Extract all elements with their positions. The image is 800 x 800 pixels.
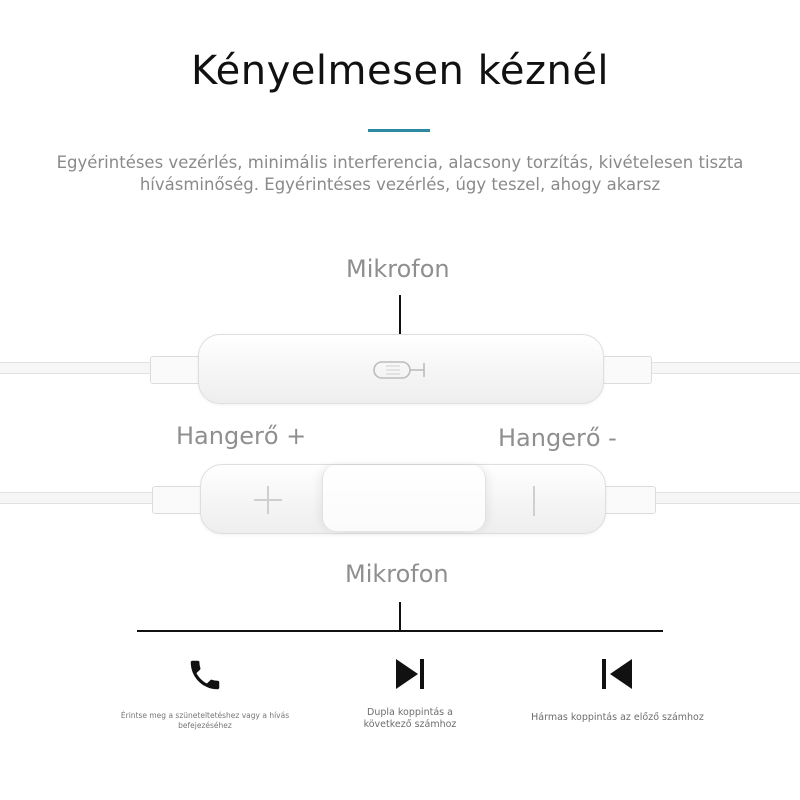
mic-label-bottom: Mikrofon — [345, 560, 449, 588]
cable-left-top — [0, 362, 156, 374]
cable-collar-right-bottom — [602, 486, 656, 514]
accent-divider — [368, 129, 430, 132]
caption-next-track — [330, 707, 490, 731]
cable-collar-right-top — [600, 356, 652, 384]
minus-icon — [528, 484, 540, 518]
caption-play-pause — [110, 711, 300, 731]
description-line-2: hívásminőség. Egyérintéses vezérlés, úgy teszel, ahogy akarsz — [139, 175, 661, 194]
next-track-icon — [394, 657, 428, 691]
caption-next-track-line-1: Dupla koppintás a — [367, 707, 453, 718]
volume-up-label: Hangerő + — [176, 422, 307, 450]
cable-collar-left-bottom — [152, 486, 206, 514]
description-line-1: Egyérintéses vezérlés, minimális interferencia, alacsony torzítás, kivételesen tiszta — [56, 153, 744, 172]
caption-play-pause-line-2: befejezéséhez — [178, 721, 232, 730]
mic-label-top: Mikrofon — [346, 255, 450, 283]
phone-icon — [186, 656, 224, 694]
cable-right-top — [648, 362, 800, 374]
microphone-icon — [368, 356, 430, 384]
remote-center-button — [322, 465, 486, 531]
caption-next-track-line-2: következő számhoz — [363, 719, 457, 730]
page-description — [40, 152, 760, 196]
plus-icon — [252, 484, 284, 516]
cable-collar-left-top — [150, 356, 202, 384]
cable-left-bottom — [0, 492, 160, 504]
page-title: Kényelmesen kéznél — [190, 48, 610, 94]
volume-down-label: Hangerő - — [498, 424, 617, 452]
previous-track-icon — [600, 657, 634, 691]
cable-right-bottom — [650, 492, 800, 504]
caption-play-pause-line-1: Érintse meg a szüneteltetéshez vagy a hívás — [120, 711, 290, 720]
caption-previous-track: Hármas koppintás az előző számhoz — [531, 712, 704, 723]
function-pointer-line — [399, 602, 401, 632]
function-bracket-line — [137, 630, 663, 632]
